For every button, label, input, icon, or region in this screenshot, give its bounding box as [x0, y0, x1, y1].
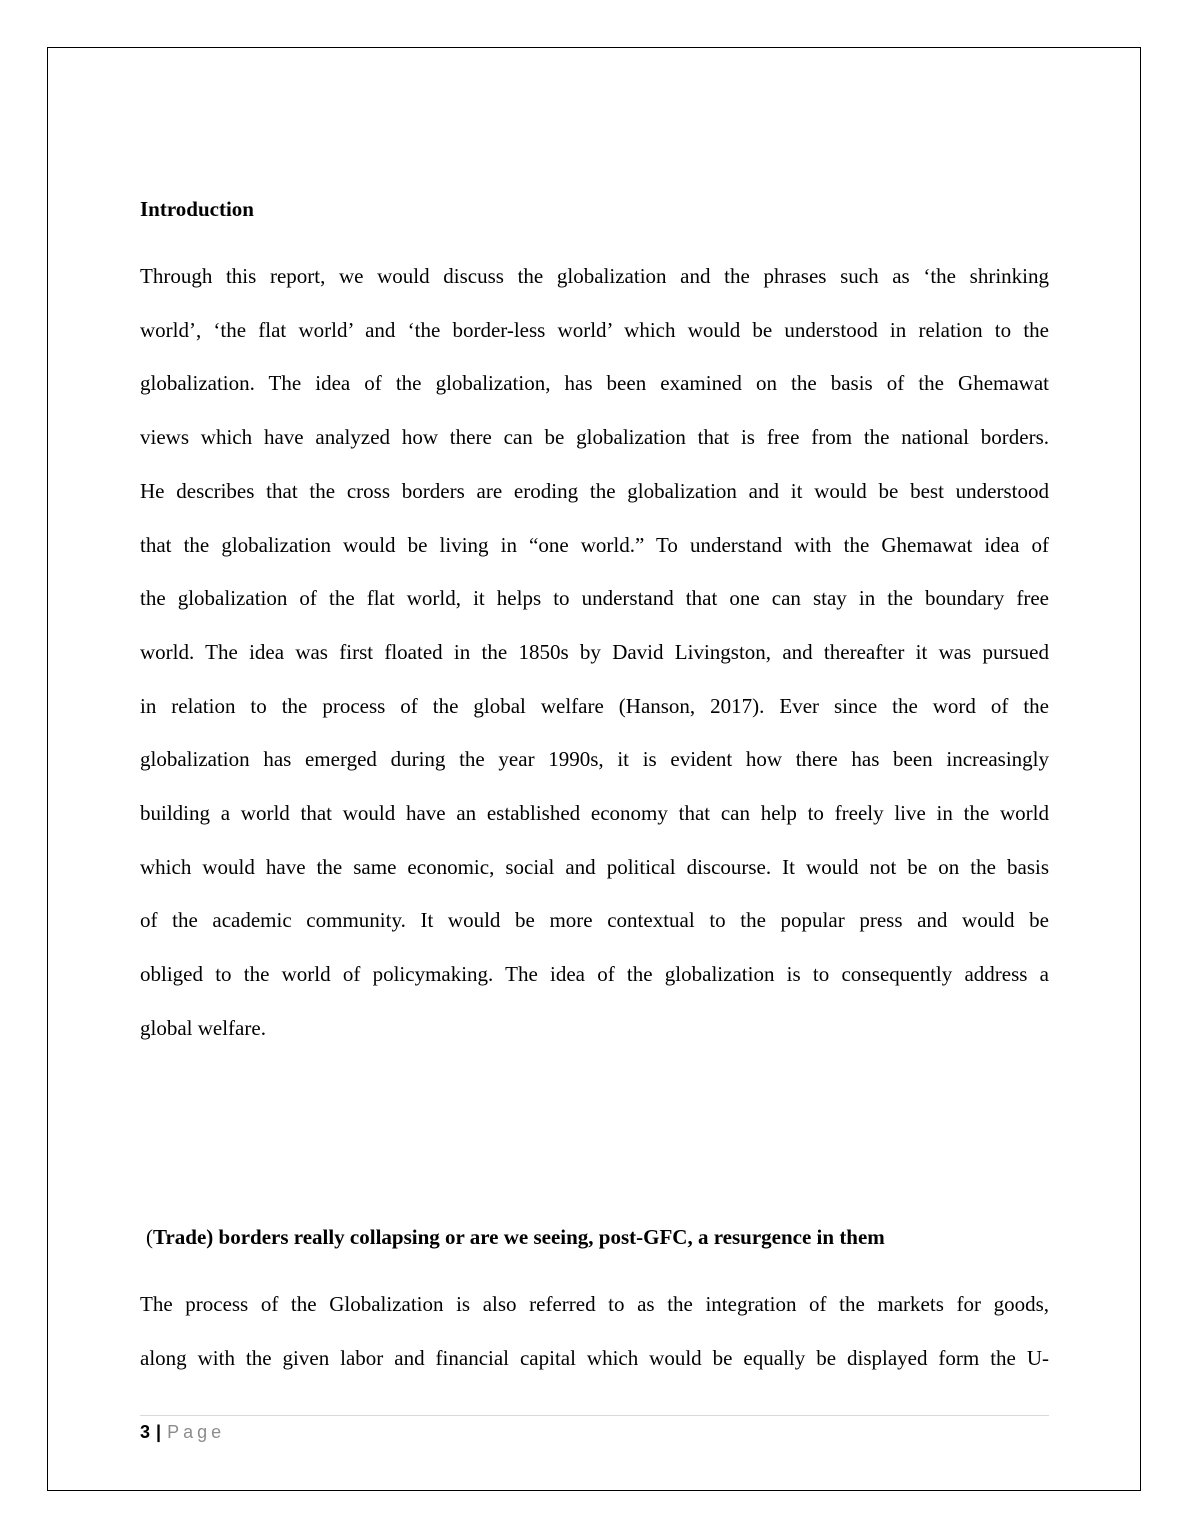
heading-text: Trade) borders really collapsing or are we seeing, post-GFC, a resurgence in them [153, 1225, 885, 1249]
paragraph-line: Through this report, we would discuss the globalization and the phrases such as ‘the shrinking [140, 264, 1049, 288]
paragraph-line: globalization. The idea of the globalization, has been examined on the basis of the Ghemawat [140, 371, 1049, 396]
paragraph-line: world. The idea was first floated in the 1850s by David Livingston, and thereafter it was pursued [140, 639, 1049, 664]
section-heading-introduction: Introduction [140, 197, 254, 221]
heading-open-paren: ( [146, 1225, 153, 1249]
paragraph-line: globalization has emerged during the year 1990s, it is evident how there has been increasingly [140, 747, 1049, 772]
paragraph-line: views which have analyzed how there can be globalization that is free from the national borders. [140, 425, 1049, 450]
page-label: Page [167, 1422, 226, 1442]
paragraph-line: of the academic community. It would be more contextual to the popular press and would be [140, 908, 1049, 933]
page-footer [140, 1420, 225, 1444]
section-heading-trade-borders [146, 1225, 885, 1249]
paragraph-line: building a world that would have an established economy that can help to freely live in the world [140, 801, 1049, 826]
paragraph-line: obliged to the world of policymaking. The idea of the globalization is to consequently address a [140, 962, 1049, 987]
paragraph-line: along with the given labor and financial capital which would be equally be displayed form the U- [140, 1345, 1049, 1370]
paragraph-line: world’, ‘the flat world’ and ‘the border-less world’ which would be understood in relation to the [140, 317, 1049, 342]
paragraph-line: The process of the Globalization is also referred to as the integration of the markets for goods, [140, 1292, 1049, 1316]
page-number: 3 [140, 1422, 151, 1442]
paragraph-line: that the globalization would be living in “one world.” To understand with the Ghemawat idea of [140, 532, 1049, 557]
paragraph-line: which would have the same economic, social and political discourse. It would not be on the basis [140, 854, 1049, 879]
footer-divider [140, 1415, 1049, 1416]
paragraph-line: in relation to the process of the global welfare (Hanson, 2017). Ever since the word of the [140, 693, 1049, 718]
paragraph-line: the globalization of the flat world, it helps to understand that one can stay in the boundary free [140, 586, 1049, 611]
introduction-paragraph [140, 250, 1049, 1056]
footer-separator: | [156, 1422, 162, 1442]
trade-borders-paragraph [140, 1278, 1049, 1385]
paragraph-line: global welfare. [140, 1015, 266, 1040]
paragraph-line: He describes that the cross borders are eroding the globalization and it would be best understood [140, 478, 1049, 503]
